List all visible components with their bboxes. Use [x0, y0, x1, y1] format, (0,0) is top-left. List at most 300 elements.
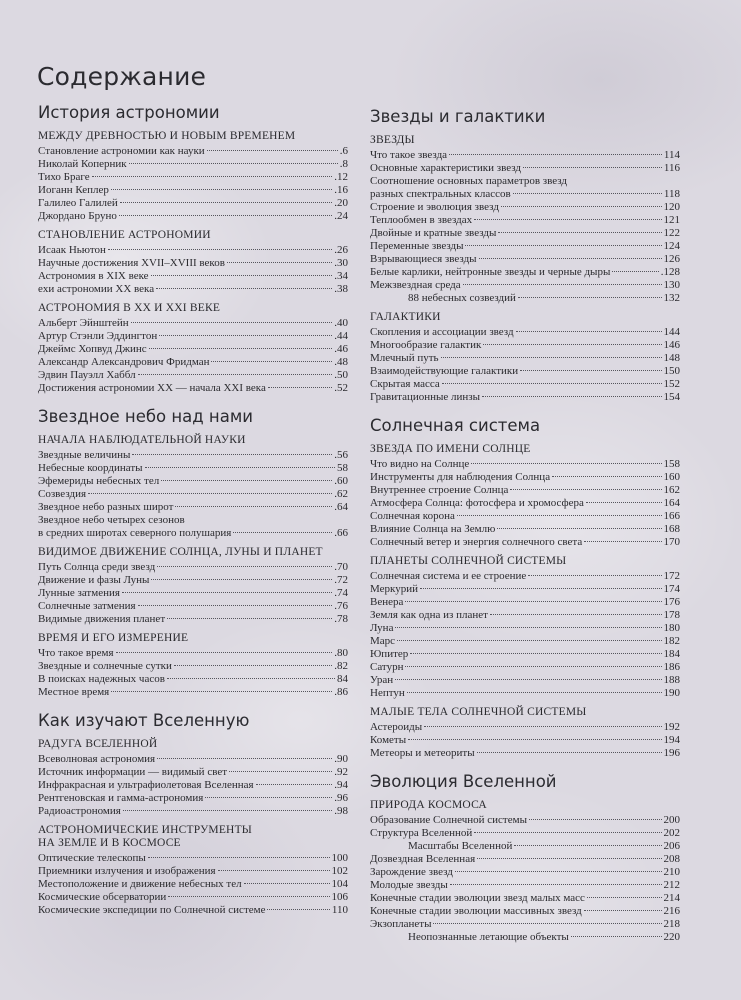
entry-page-number: .66	[334, 527, 348, 539]
toc-column-right	[370, 107, 680, 956]
entry-title: Белые карлики, нейтронные звезды и черные дыры	[370, 266, 611, 278]
toc-entry[interactable]	[370, 497, 680, 510]
entry-page-number: 220	[663, 931, 680, 943]
entry-page-number: .6	[339, 145, 348, 157]
entry-title: Что такое время	[38, 647, 114, 659]
entry-page-number: 158	[663, 458, 680, 470]
toc-entry[interactable]	[38, 904, 348, 917]
entry-title: Местное время	[38, 686, 110, 698]
entry-page-number: 168	[663, 523, 680, 535]
toc-entry[interactable]	[38, 587, 348, 600]
entry-title: Что такое звезда	[370, 149, 448, 161]
toc-entry[interactable]	[38, 184, 348, 197]
entry-title: Взрывающиеся звезды	[370, 253, 477, 265]
dot-leader	[529, 819, 662, 820]
entry-title: Астероиды	[370, 721, 423, 733]
toc-section	[38, 407, 348, 699]
toc-entry[interactable]	[370, 622, 680, 635]
toc-entry[interactable]	[370, 253, 680, 266]
entry-title: Основные характеристики звезд	[370, 162, 522, 174]
toc-entry[interactable]	[370, 734, 680, 747]
entry-title: Звездное небо разных широт	[38, 501, 174, 513]
toc-entry[interactable]	[370, 201, 680, 214]
toc-entry[interactable]	[38, 600, 348, 613]
dot-leader	[161, 480, 332, 481]
dot-leader	[450, 884, 662, 885]
toc-entry[interactable]	[38, 270, 348, 283]
entry-title: Оптические телескопы	[38, 852, 146, 864]
entry-page-number: 194	[663, 734, 680, 746]
entry-page-number: 100	[331, 852, 348, 864]
toc-group	[38, 738, 348, 818]
entry-page-number: .8	[339, 158, 348, 170]
toc-entry[interactable]	[38, 171, 348, 184]
toc-entry[interactable]	[370, 905, 680, 918]
entry-title: Рентгеновская и гамма-астрономия	[38, 792, 204, 804]
dot-leader	[207, 150, 338, 151]
toc-entry[interactable]	[370, 674, 680, 687]
toc-entry[interactable]	[38, 145, 348, 158]
toc-entry[interactable]	[38, 475, 348, 488]
toc-group	[38, 546, 348, 626]
toc-section	[38, 711, 348, 917]
toc-entry[interactable]	[370, 583, 680, 596]
entry-page-number: 190	[663, 687, 680, 699]
toc-entry-line1[interactable]: Звездное небо четырех сезонов	[38, 514, 185, 526]
entry-title: Местоположение и движение небесных тел	[38, 878, 242, 890]
dot-leader	[138, 605, 333, 606]
toc-entry[interactable]	[370, 339, 680, 352]
dot-leader	[151, 275, 333, 276]
dot-leader	[516, 331, 662, 332]
entry-title: Астрономия в XIX веке	[38, 270, 149, 282]
entry-title: Зарождение звезд	[370, 866, 453, 878]
toc-group	[38, 130, 348, 223]
entry-title: Радиоастрономия	[38, 805, 121, 817]
entry-page-number: 160	[663, 471, 680, 483]
entry-title: Исаак Ньютон	[38, 244, 106, 256]
entry-title: Созвездия	[38, 488, 87, 500]
entry-page-number: .30	[334, 257, 348, 269]
dot-leader	[482, 396, 661, 397]
dot-leader	[408, 739, 661, 740]
entry-title: Переменные звезды	[370, 240, 464, 252]
entry-title: Теплообмен в звездах	[370, 214, 473, 226]
dot-leader	[523, 167, 662, 168]
dot-leader	[218, 870, 330, 871]
toc-entry[interactable]	[370, 827, 680, 840]
group-title	[38, 824, 348, 850]
entry-page-number: .38	[334, 283, 348, 295]
entry-page-number: 216	[663, 905, 680, 917]
entry-page-number: 174	[663, 583, 680, 595]
toc-entry-line1[interactable]: Соотношение основных параметров звезд	[370, 175, 568, 187]
dot-leader	[156, 288, 332, 289]
group-title-line: ЗВЕЗДЫ	[370, 134, 415, 146]
toc-entry[interactable]	[370, 188, 680, 201]
toc-entry[interactable]	[38, 317, 348, 330]
group-title-line: ВРЕМЯ И ЕГО ИЗМЕРЕНИЕ	[38, 632, 189, 644]
dot-leader	[552, 476, 661, 477]
toc-entry[interactable]	[38, 244, 348, 257]
toc-group	[370, 799, 680, 944]
entry-page-number: 102	[331, 865, 348, 877]
entry-title: Структура Вселенной	[370, 827, 473, 839]
toc-entry[interactable]	[370, 648, 680, 661]
toc-entry[interactable]	[38, 686, 348, 699]
dot-leader	[229, 771, 332, 772]
toc-section	[370, 772, 680, 944]
dot-leader	[132, 454, 332, 455]
dot-leader	[256, 784, 333, 785]
toc-entry[interactable]	[370, 352, 680, 365]
group-title	[38, 738, 348, 751]
entry-title: Лунные затмения	[38, 587, 120, 599]
group-title	[370, 799, 680, 812]
toc-entry[interactable]	[370, 866, 680, 879]
entry-page-number: .90	[334, 753, 348, 765]
entry-title: Уран	[370, 674, 394, 686]
entry-page-number: .26	[334, 244, 348, 256]
toc-entry[interactable]	[370, 378, 680, 391]
toc-entry[interactable]	[370, 570, 680, 583]
entry-title: Нептун	[370, 687, 405, 699]
toc-entry[interactable]	[370, 635, 680, 648]
group-title	[370, 443, 680, 456]
dot-leader	[244, 883, 330, 884]
dot-leader	[586, 502, 662, 503]
entry-page-number: 121	[663, 214, 680, 226]
group-title	[38, 632, 348, 645]
entry-page-number: .74	[334, 587, 348, 599]
toc-entry[interactable]	[370, 458, 680, 471]
toc-entry[interactable]	[38, 891, 348, 904]
entry-title: Инструменты для наблюдения Солнца	[370, 471, 551, 483]
toc-entry[interactable]	[370, 214, 680, 227]
entry-title: Масштабы Вселенной	[408, 840, 513, 852]
section-heading: Звезды и галактики	[370, 107, 546, 126]
toc-entry[interactable]	[370, 292, 680, 305]
toc-entry[interactable]	[370, 918, 680, 931]
dot-leader	[145, 467, 335, 468]
toc-entry[interactable]	[370, 240, 680, 253]
toc-entry[interactable]	[38, 647, 348, 660]
entry-page-number: 58	[337, 462, 348, 474]
entry-title: Двойные и кратные звезды	[370, 227, 497, 239]
group-title-line: ВИДИМОЕ ДВИЖЕНИЕ СОЛНЦА, ЛУНЫ И ПЛАНЕТ	[38, 546, 323, 558]
entry-title: Видимые движения планет	[38, 613, 166, 625]
dot-leader	[395, 627, 661, 628]
toc-entry[interactable]	[38, 158, 348, 171]
entry-title: Становление астрономии как науки	[38, 145, 205, 157]
entry-title: Солнечная корона	[370, 510, 455, 522]
toc-entry[interactable]	[370, 510, 680, 523]
toc-entry[interactable]	[370, 279, 680, 292]
entry-title: В поисках надежных часов	[38, 673, 165, 685]
toc-entry[interactable]	[370, 931, 680, 944]
entry-page-number: .44	[334, 330, 348, 342]
toc-entry[interactable]	[370, 840, 680, 853]
dot-leader	[514, 845, 661, 846]
dot-leader	[518, 297, 662, 298]
dot-leader	[205, 797, 332, 798]
entry-title: Гравитационные линзы	[370, 391, 481, 403]
entry-title: Александр Александрович Фридман	[38, 356, 210, 368]
dot-leader	[157, 758, 332, 759]
toc-entry[interactable]	[38, 369, 348, 382]
dot-leader	[108, 249, 332, 250]
toc-entry[interactable]	[370, 484, 680, 497]
dot-leader	[497, 528, 661, 529]
toc-entry[interactable]	[38, 488, 348, 501]
entry-title: в средних широтах северного полушария	[38, 527, 232, 539]
dot-leader	[477, 752, 662, 753]
dot-leader	[587, 897, 662, 898]
toc-entry[interactable]	[38, 766, 348, 779]
entry-page-number: 122	[663, 227, 680, 239]
dot-leader	[528, 575, 661, 576]
toc-entry[interactable]	[370, 227, 680, 240]
entry-title: Космические экспедиции по Солнечной системе	[38, 904, 266, 916]
toc-entry[interactable]	[38, 210, 348, 223]
dot-leader	[148, 857, 330, 858]
dot-leader	[397, 640, 661, 641]
entry-page-number: 104	[331, 878, 348, 890]
entry-page-number: .40	[334, 317, 348, 329]
entry-title: Луна	[370, 622, 394, 634]
entry-title: Кометы	[370, 734, 407, 746]
dot-leader	[174, 665, 332, 666]
entry-title: Приемники излучения и изображения	[38, 865, 216, 877]
toc-entry[interactable]	[370, 162, 680, 175]
dot-leader	[441, 357, 662, 358]
toc-entry[interactable]	[38, 753, 348, 766]
toc-entry[interactable]	[370, 687, 680, 700]
toc-entry[interactable]	[38, 865, 348, 878]
entry-title: Джордано Бруно	[38, 210, 117, 222]
dot-leader	[520, 370, 661, 371]
entry-page-number: 150	[663, 365, 680, 377]
toc-entry[interactable]	[370, 365, 680, 378]
toc-group	[38, 302, 348, 395]
toc-entry[interactable]	[38, 660, 348, 673]
toc-entry[interactable]	[38, 527, 348, 540]
entry-page-number: 202	[663, 827, 680, 839]
entry-page-number: .50	[334, 369, 348, 381]
section-heading: Звездное небо над нами	[38, 407, 253, 426]
dot-leader	[510, 489, 661, 490]
entry-page-number: .92	[334, 766, 348, 778]
toc-entry[interactable]	[38, 501, 348, 514]
entry-page-number: 200	[663, 814, 680, 826]
entry-page-number: 212	[663, 879, 680, 891]
group-title	[370, 134, 680, 147]
entry-title: Путь Солнца среди звезд	[38, 561, 156, 573]
toc-entry[interactable]	[370, 266, 680, 279]
entry-page-number: .20	[334, 197, 348, 209]
group-title-line: ЗВЕЗДА ПО ИМЕНИ СОЛНЦЕ	[370, 443, 531, 455]
entry-title: Джеймс Хопвуд Джинс	[38, 343, 147, 355]
entry-page-number: .72	[334, 574, 348, 586]
dot-leader	[395, 679, 661, 680]
entry-page-number: .34	[334, 270, 348, 282]
entry-page-number: 146	[663, 339, 680, 351]
dot-leader	[138, 374, 333, 375]
toc-entry[interactable]	[370, 471, 680, 484]
toc-entry[interactable]	[370, 853, 680, 866]
toc-column-left	[38, 103, 348, 929]
entry-page-number: 114	[663, 149, 680, 161]
dot-leader	[474, 219, 661, 220]
entry-title: Строение и эволюция звезд	[370, 201, 499, 213]
toc-entry[interactable]	[38, 613, 348, 626]
group-title	[370, 555, 680, 568]
toc-entry[interactable]	[370, 721, 680, 734]
dot-leader	[167, 618, 332, 619]
entry-page-number: .96	[334, 792, 348, 804]
toc-entry[interactable]	[38, 449, 348, 462]
entry-page-number: .62	[334, 488, 348, 500]
section-heading: История астрономии	[38, 103, 220, 122]
section-heading: Эволюция Вселенной	[370, 772, 557, 791]
toc-entry[interactable]	[370, 661, 680, 674]
entry-title: Что видно на Солнце	[370, 458, 470, 470]
dot-leader	[92, 176, 333, 177]
toc-entry[interactable]	[370, 523, 680, 536]
dot-leader	[159, 335, 332, 336]
entry-title: Взаимодействующие галактики	[370, 365, 519, 377]
entry-title: Атмосфера Солнца: фотосфера и хромосфера	[370, 497, 584, 509]
dot-leader	[410, 653, 661, 654]
toc-entry[interactable]	[38, 382, 348, 395]
dot-leader	[122, 592, 332, 593]
dot-leader	[498, 232, 661, 233]
entry-page-number: 206	[663, 840, 680, 852]
entry-page-number: .60	[334, 475, 348, 487]
group-title-line: АСТРОНОМИЧЕСКИЕ ИНСТРУМЕНТЫ	[38, 824, 253, 836]
entry-title: Молодые звезды	[370, 879, 448, 891]
dot-leader	[420, 588, 662, 589]
entry-title: Экзопланеты	[370, 918, 432, 930]
entry-title: exи астрономии XX века	[38, 283, 155, 295]
toc-entry[interactable]	[38, 330, 348, 343]
entry-page-number: .64	[334, 501, 348, 513]
toc-entry[interactable]	[38, 779, 348, 792]
dot-leader	[442, 383, 662, 384]
group-title-line: НА ЗЕМЛЕ И В КОСМОСЕ	[38, 837, 181, 849]
entry-title: Конечные стадии эволюции звезд малых масс	[370, 892, 585, 904]
group-title-line: МЕЖДУ ДРЕВНОСТЬЮ И НОВЫМ ВРЕМЕНЕМ	[38, 130, 296, 142]
toc-entry[interactable]	[38, 792, 348, 805]
entry-title: Земля как одна из планет	[370, 609, 488, 621]
entry-title: Николай Коперник	[38, 158, 127, 170]
dot-leader	[175, 506, 332, 507]
entry-title: Скопления и ассоциации звезд	[370, 326, 514, 338]
entry-page-number: 162	[663, 484, 680, 496]
entry-page-number: 176	[663, 596, 680, 608]
group-title-line: ПРИРОДА КОСМОСА	[370, 799, 487, 811]
toc-entry[interactable]	[370, 609, 680, 622]
entry-title: Марс	[370, 635, 396, 647]
entry-title: Галилео Галилей	[38, 197, 118, 209]
entry-page-number: 164	[663, 497, 680, 509]
entry-title: Межзвездная среда	[370, 279, 461, 291]
entry-title: Движение и фазы Луны	[38, 574, 150, 586]
group-title	[38, 229, 348, 242]
entry-title: Сатурн	[370, 661, 404, 673]
toc-entry[interactable]	[370, 326, 680, 339]
dot-leader	[149, 348, 333, 349]
entry-title: Влияние Солнца на Землю	[370, 523, 496, 535]
toc-entry[interactable]	[38, 852, 348, 865]
toc-entry[interactable]	[370, 596, 680, 609]
toc-entry[interactable]	[370, 747, 680, 760]
entry-page-number: 188	[663, 674, 680, 686]
dot-leader	[513, 193, 662, 194]
entry-page-number: 130	[663, 279, 680, 291]
group-title-line: ГАЛАКТИКИ	[370, 311, 441, 323]
toc-entry[interactable]	[38, 561, 348, 574]
toc-entry[interactable]	[38, 283, 348, 296]
toc-entry[interactable]	[38, 805, 348, 818]
group-title-line: МАЛЫЕ ТЕЛА СОЛНЕЧНОЙ СИСТЕМЫ	[370, 706, 587, 718]
dot-leader	[157, 566, 332, 567]
dot-leader	[501, 206, 662, 207]
dot-leader	[129, 163, 338, 164]
toc-entry[interactable]	[38, 343, 348, 356]
entry-title: разных спектральных классов	[370, 188, 511, 200]
entry-page-number: .94	[334, 779, 348, 791]
toc-entry[interactable]	[370, 149, 680, 162]
dot-leader	[116, 652, 333, 653]
dot-leader	[119, 215, 332, 216]
dot-leader	[483, 344, 661, 345]
entry-page-number: .76	[334, 600, 348, 612]
toc-entry[interactable]	[370, 879, 680, 892]
dot-leader	[233, 532, 332, 533]
entry-page-number: .98	[334, 805, 348, 817]
section-heading: Солнечная система	[370, 416, 541, 435]
page-title: Содержание	[37, 62, 207, 91]
entry-page-number: .12	[334, 171, 348, 183]
toc-group	[370, 134, 680, 305]
entry-page-number: 180	[663, 622, 680, 634]
toc-entry[interactable]	[38, 878, 348, 891]
group-title	[38, 434, 348, 447]
dot-leader	[123, 810, 332, 811]
toc-entry[interactable]	[370, 536, 680, 549]
dot-leader	[424, 726, 661, 727]
dot-leader	[465, 245, 661, 246]
toc-entry[interactable]	[370, 814, 680, 827]
entry-page-number: 182	[663, 635, 680, 647]
toc-entry[interactable]	[38, 574, 348, 587]
entry-page-number: 116	[663, 162, 680, 174]
dot-leader	[433, 923, 661, 924]
dot-leader	[120, 202, 332, 203]
entry-page-number: .86	[334, 686, 348, 698]
entry-title: Млечный путь	[370, 352, 439, 364]
toc-entry[interactable]	[38, 197, 348, 210]
toc-entry[interactable]	[38, 257, 348, 270]
entry-title: 88 небесных созвездий	[408, 292, 516, 304]
toc-entry[interactable]	[370, 892, 680, 905]
toc-entry[interactable]	[38, 462, 348, 475]
entry-title: Многообразие галактик	[370, 339, 482, 351]
toc-entry[interactable]	[370, 391, 680, 404]
toc-entry[interactable]	[38, 673, 348, 686]
toc-entry[interactable]	[38, 356, 348, 369]
